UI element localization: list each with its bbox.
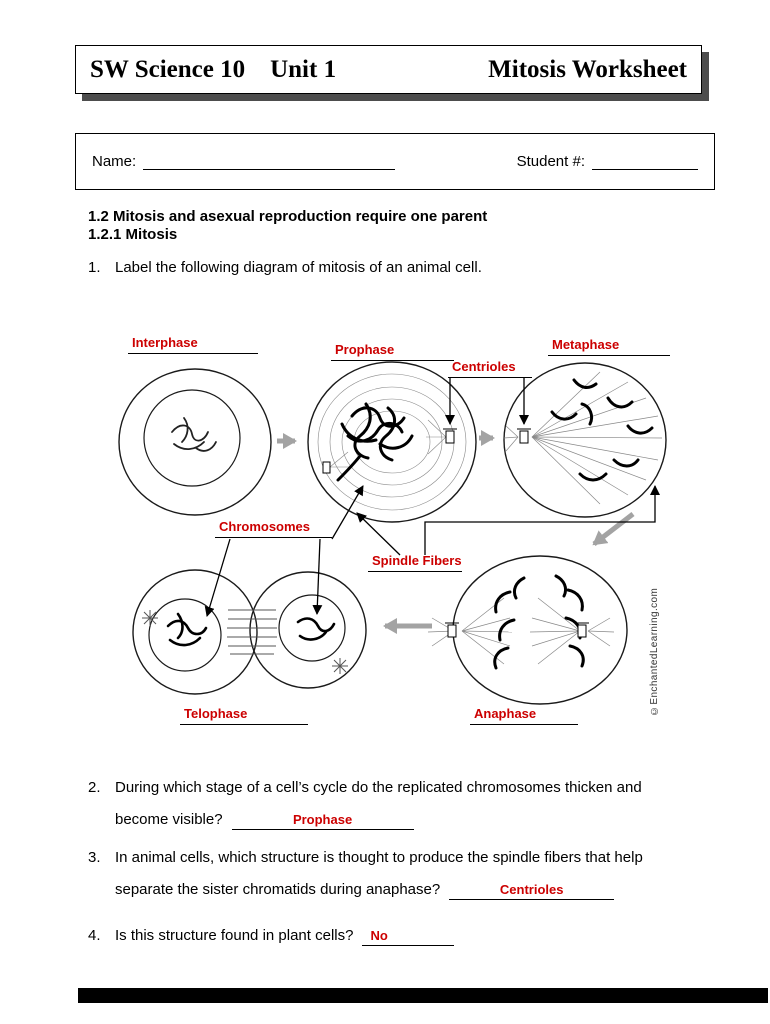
anaphase-cell — [428, 556, 627, 704]
question-3-answer-blank[interactable] — [449, 880, 614, 900]
student-number-label: Student #: — [516, 153, 585, 170]
mitosis-diagram — [80, 320, 690, 740]
label-metaphase: Metaphase — [548, 338, 670, 356]
question-4-text: Is this structure found in plant cells? — [115, 927, 354, 944]
label-spindle-fibers: Spindle Fibers — [368, 554, 462, 572]
label-telophase: Telophase — [180, 707, 308, 725]
label-anaphase: Anaphase — [470, 707, 578, 725]
question-2-text-line1: During which stage of a cell’s cycle do the replicated chromosomes thicken and — [115, 779, 642, 796]
label-interphase: Interphase — [128, 336, 258, 354]
question-4-number: 4. — [88, 927, 101, 944]
question-3 — [88, 848, 643, 868]
question-3-number: 3. — [88, 849, 101, 866]
question-1-number: 1. — [88, 259, 101, 276]
question-2 — [88, 778, 642, 798]
worksheet-title: Mitosis Worksheet — [488, 55, 687, 83]
question-3-answer: Centrioles — [499, 882, 564, 897]
question-4-answer: No — [370, 928, 388, 943]
student-info-box — [75, 133, 715, 190]
question-1 — [88, 258, 482, 278]
question-4 — [88, 926, 454, 946]
label-chromosomes: Chromosomes — [215, 520, 332, 538]
section-heading: 1.2 Mitosis and asexual reproduction require one parent — [88, 208, 488, 225]
prophase-cell — [308, 362, 476, 522]
telophase-cell — [133, 570, 366, 694]
course-title: SW Science 10 Unit 1 — [90, 55, 337, 83]
question-2-answer-blank[interactable] — [232, 810, 414, 830]
telophase-left-nucleus — [149, 599, 221, 671]
name-label: Name: — [92, 153, 137, 170]
question-1-text: Label the following diagram of mitosis of an animal cell. — [115, 259, 482, 276]
question-2-number: 2. — [88, 779, 101, 796]
question-3-line2 — [115, 880, 614, 900]
footer-bar — [78, 988, 768, 1003]
question-3-text-line1: In animal cells, which structure is thought to produce the spindle fibers that help — [115, 849, 643, 866]
label-prophase: Prophase — [331, 343, 454, 361]
question-2-text-line2: become visible? — [115, 811, 223, 828]
label-centrioles: Centrioles — [448, 360, 532, 378]
question-2-line2 — [115, 810, 414, 830]
question-2-answer: Prophase — [292, 812, 353, 827]
question-3-text-line2: separate the sister chromatids during anaphase? — [115, 881, 441, 898]
name-blank[interactable] — [143, 153, 395, 170]
student-number-blank[interactable] — [592, 153, 698, 170]
metaphase-cell — [504, 363, 666, 517]
question-4-answer-blank[interactable] — [362, 926, 454, 946]
copyright-credit: ©EnchantedLearning.com — [649, 587, 660, 716]
telophase-right-nucleus — [279, 595, 345, 661]
interphase-cell — [119, 369, 271, 515]
title-bar — [75, 45, 702, 94]
subsection-heading: 1.2.1 Mitosis — [88, 226, 178, 243]
